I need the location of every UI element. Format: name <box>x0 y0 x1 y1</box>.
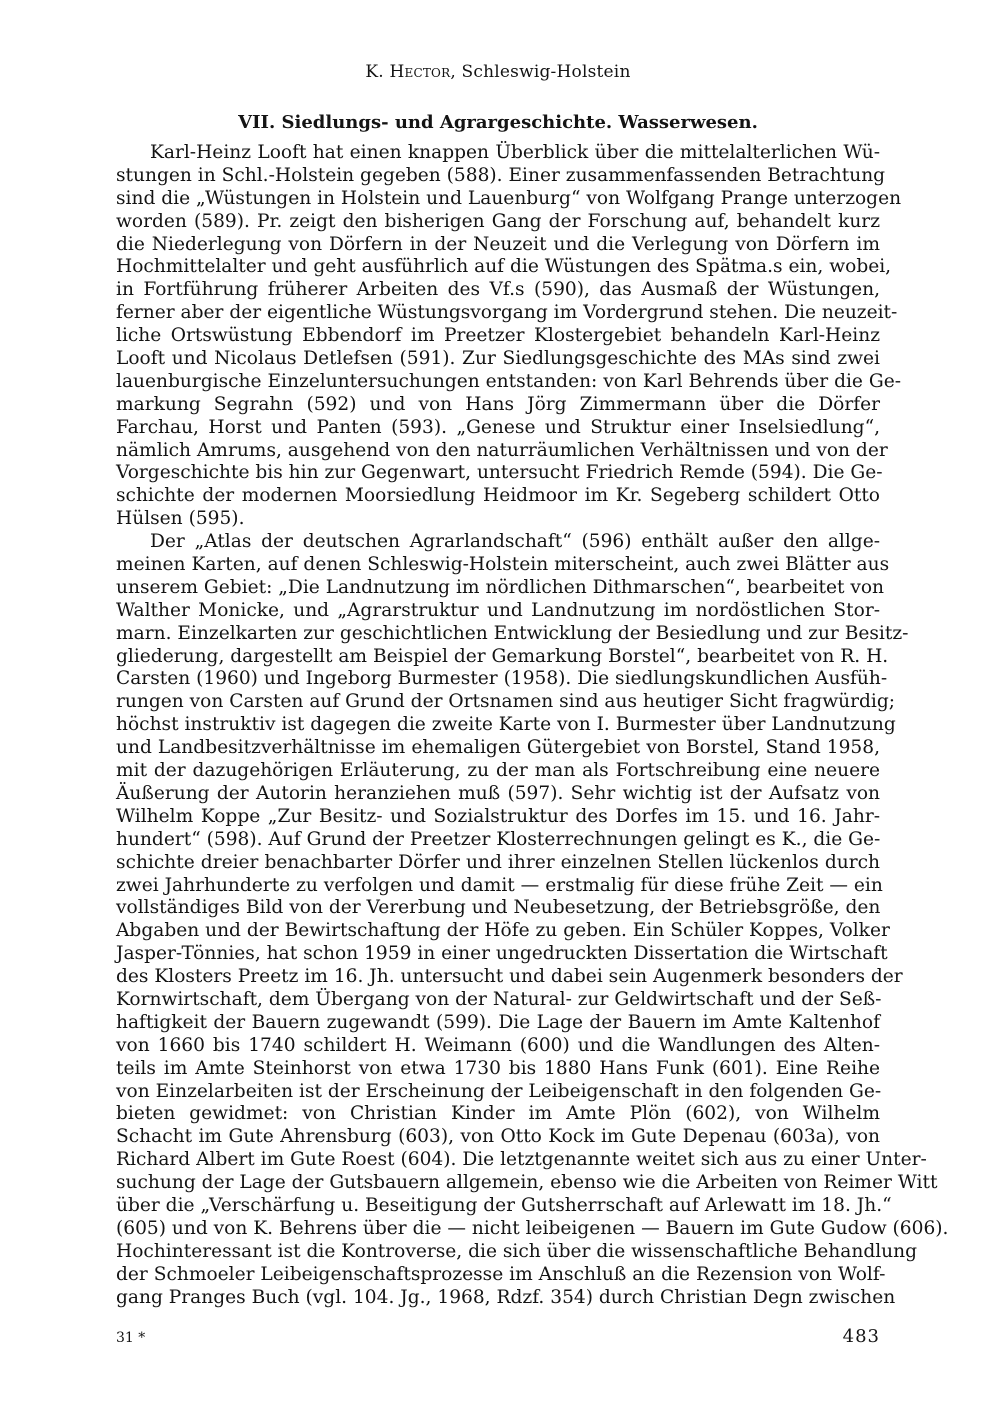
text-line: Carsten (1960) und Ingeborg Burmester (1958). Die siedlungskundlichen Ausfüh- <box>116 668 888 690</box>
text-line: über die „Verschärfung u. Beseitigung der Gutsherrschaft auf Arlewatt im 18. Jh.“ <box>116 1194 892 1216</box>
text-line: (605) und von K. Behrens über die — nicht leibeigenen — Bauern im Gute Gudow (606). <box>116 1217 949 1239</box>
running-header <box>116 62 880 82</box>
text-line: von Einzelarbeiten ist der Erscheinung der Leibeigenschaft in den folgenden Ge- <box>116 1080 882 1102</box>
text-line: hundert“ (598). Auf Grund der Preetzer Klosterrechnungen gelingt es K., die Ge- <box>116 828 881 850</box>
section-heading: VII. Siedlungs- und Agrargeschichte. Wasserwesen. <box>238 112 758 133</box>
text-line: liche Ortswüstung Ebbendorf im Preetzer Klostergebiet behandeln Karl-Heinz <box>116 325 880 347</box>
text-line: lauenburgische Einzeluntersuchungen entstanden: von Karl Behrends über die Ge- <box>116 370 901 392</box>
text-line: von 1660 bis 1740 schildert H. Weimann (600) und die Wandlungen des Alten- <box>116 1034 880 1056</box>
text-line: meinen Karten, auf denen Schleswig-Holstein miterscheint, auch zwei Blätter aus <box>116 554 890 576</box>
text-line: Vorgeschichte bis hin zur Gegenwart, untersucht Friedrich Remde (594). Die Ge- <box>116 462 883 484</box>
text-line: haftigkeit der Bauern zugewandt (599). Die Lage der Bauern im Amte Kaltenhof <box>116 1011 880 1033</box>
text-line: ferner aber der eigentliche Wüstungsvorgang im Vordergrund stehen. Die neuzeit- <box>116 302 898 324</box>
signature-mark: 31 * <box>116 1330 146 1346</box>
text-line: der Schmoeler Leibeigenschaftsprozesse im Anschluß an die Rezension von Wolf- <box>116 1263 886 1285</box>
text-line: Hochinteressant ist die Kontroverse, die sich über die wissenschaftliche Behandlung <box>116 1240 918 1262</box>
header-author: K. Hector <box>365 62 451 82</box>
text-line: Looft und Nicolaus Detlefsen (591). Zur Siedlungsgeschichte des MAs sind zwei <box>116 348 880 370</box>
text-line: marn. Einzelkarten zur geschichtlichen Entwicklung der Besiedlung und zur Besitz- <box>116 622 909 644</box>
text-line: sind die „Wüstungen in Holstein und Lauenburg“ von Wolfgang Prange unterzogen <box>116 187 902 209</box>
text-line: zwei Jahrhunderte zu verfolgen und damit — erstmalig für diese frühe Zeit — ein <box>116 874 883 896</box>
text-line: rungen von Carsten auf Grund der Ortsnamen sind aus heutiger Sicht fragwürdig; <box>116 691 895 713</box>
text-line: Wilhelm Koppe „Zur Besitz- und Sozialstruktur des Dorfes im 15. und 16. Jahr- <box>116 805 880 827</box>
text-line: unserem Gebiet: „Die Landnutzung im nördlichen Dithmarschen“, bearbeitet von <box>116 576 885 598</box>
text-line: markung Segrahn (592) und von Hans Jörg Zimmermann über die Dörfer <box>116 393 880 415</box>
text-line: vollständiges Bild von der Vererbung und Neubesetzung, der Betriebsgröße, den <box>116 897 881 919</box>
text-line: Hochmittelalter und geht ausführlich auf die Wüstungen des Spätma.s ein, wobei, <box>116 256 892 278</box>
text-line: höchst instruktiv ist dagegen die zweite Karte von I. Burmester über Landnutzung <box>116 714 896 736</box>
text-line: des Klosters Preetz im 16. Jh. untersucht und dabei sein Augenmerk besonders der <box>116 966 903 988</box>
body-text <box>116 142 949 1309</box>
text-line: worden (589). Pr. zeigt den bisherigen Gang der Forschung auf, behandelt kurz <box>116 210 880 232</box>
text-line: schichte dreier benachbarter Dörfer und ihrer einzelnen Stellen lückenlos durch <box>116 851 880 873</box>
text-line: mit der dazugehörigen Erläuterung, zu der man als Fortschreibung eine neuere <box>116 760 880 782</box>
text-line: Der „Atlas der deutschen Agrarlandschaft“ (596) enthält außer den allge- <box>150 531 880 553</box>
text-line: gliederung, dargestellt am Beispiel der Gemarkung Borstel“, bearbeitet von R. H. <box>116 645 889 667</box>
text-line: Hülsen (595). <box>116 508 245 530</box>
text-line: Jasper-Tönnies, hat schon 1959 in einer ungedruckten Dissertation die Wirtschaft <box>116 943 888 965</box>
text-line: Karl-Heinz Looft hat einen knappen Überblick über die mittelalterlichen Wü- <box>150 142 880 163</box>
text-line: Richard Albert im Gute Roest (604). Die letztgenannte weitet sich aus zu einer Unter- <box>116 1149 927 1171</box>
text-line: Äußerung der Autorin heranziehen muß (597). Sehr wichtig ist der Aufsatz von <box>116 782 880 804</box>
text-line: Schacht im Gute Ahrensburg (603), von Otto Kock im Gute Depenau (603a), von <box>116 1126 880 1148</box>
text-line: stungen in Schl.-Holstein gegeben (588). Einer zusammenfassenden Betrachtung <box>116 164 886 186</box>
text-line: Abgaben und der Bewirtschaftung der Höfe zu geben. Ein Schüler Koppes, Volker <box>116 920 890 942</box>
text-line: suchung der Lage der Gutsbauern allgemein, ebenso wie die Arbeiten von Reimer Witt <box>116 1172 938 1194</box>
text-line: nämlich Amrums, ausgehend von den naturräumlichen Verhältnissen und von der <box>116 439 888 461</box>
text-line: schichte der modernen Moorsiedlung Heidmoor im Kr. Segeberg schildert Otto <box>116 485 880 507</box>
text-line: Walther Monicke, und „Agrarstruktur und Landnutzung im nordöstlichen Stor- <box>116 599 880 621</box>
text-line: in Fortführung früherer Arbeiten des Vf.s (590), das Ausmaß der Wüstungen, <box>116 279 880 301</box>
text-line: Kornwirtschaft, dem Übergang von der Natural- zur Geldwirtschaft und der Seß- <box>116 988 882 1010</box>
header-separator: , <box>450 62 462 82</box>
text-line: teils im Amte Steinhorst von etwa 1730 bis 1880 Hans Funk (601). Eine Reihe <box>116 1057 880 1079</box>
text-line: und Landbesitzverhältnisse im ehemaligen Gütergebiet von Borstel, Stand 1958, <box>116 737 880 759</box>
header-title: Schleswig-Holstein <box>461 62 631 82</box>
text-line: die Niederlegung von Dörfern in der Neuzeit und die Verlegung von Dörfern im <box>116 233 880 255</box>
text-line: Farchau, Horst und Panten (593). „Genese und Struktur einer Inselsiedlung“, <box>116 416 880 438</box>
text-line: bieten gewidmet: von Christian Kinder im Amte Plön (602), von Wilhelm <box>116 1103 880 1125</box>
page-number: 483 <box>842 1326 880 1347</box>
text-line: gang Pranges Buch (vgl. 104. Jg., 1968, Rdzf. 354) durch Christian Degn zwischen <box>116 1286 896 1308</box>
